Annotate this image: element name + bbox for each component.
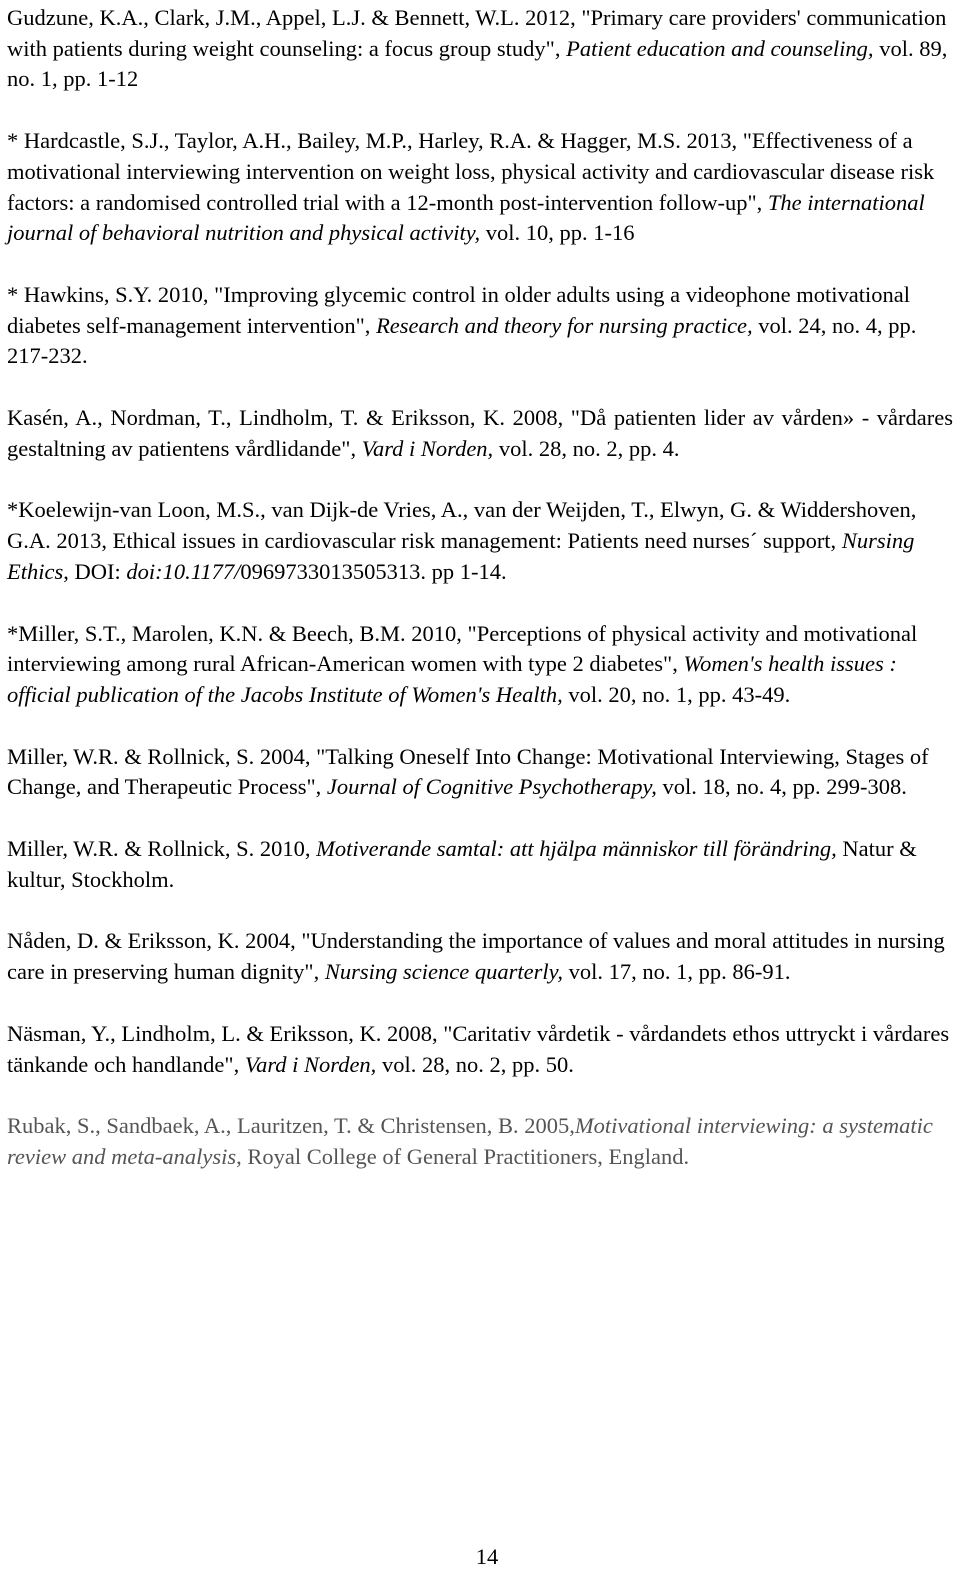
reference-authors-title: * Hardcastle, S.J., Taylor, A.H., Bailey, M.P., Harley, R.A. & Hagger, M.S. 2013, "Effectiveness of a motivational interviewing intervention on weight loss, physical activity and cardiovascular disease risk factors: a randomised controlled trial with a 12-month post-intervention follow-up", bbox=[7, 128, 935, 215]
reference-entry bbox=[7, 742, 953, 803]
reference-authors-title: Miller, W.R. & Rollnick, S. 2004, "Talking Oneself Into Change: Motivational Interviewing, Stages of Change, and Therapeutic Process", bbox=[7, 743, 929, 800]
reference-details: vol. 10, pp. 1-16 bbox=[480, 220, 635, 246]
reference-entry bbox=[7, 1111, 953, 1172]
reference-doi: doi:10.1177/ bbox=[120, 558, 241, 584]
reference-entry bbox=[7, 403, 953, 464]
reference-entry bbox=[7, 926, 953, 987]
reference-authors-title: Rubak, S., Sandbaek, A., Lauritzen, T. & Christensen, B. 2005, bbox=[7, 1113, 575, 1139]
reference-details: vol. 20, no. 1, pp. 43-49. bbox=[562, 681, 791, 707]
reference-journal: Nursing Ethics bbox=[7, 528, 915, 584]
page-number: 14 bbox=[475, 1544, 499, 1569]
reference-entry bbox=[7, 1019, 953, 1080]
reference-entry bbox=[7, 126, 953, 249]
reference-authors-title: Miller, W.R. & Rollnick, S. 2010, bbox=[7, 836, 311, 862]
reference-book-title: Motiverande samtal: att hjälpa människor till förändring, bbox=[310, 836, 837, 862]
reference-list bbox=[7, 3, 953, 1173]
reference-authors-title: * Hawkins, S.Y. 2010, "Improving glycemic control in older adults using a videophone motivational diabetes self-management intervention", bbox=[7, 281, 911, 338]
reference-journal: The international journal of behavioral nutrition and physical activity, bbox=[7, 189, 925, 246]
reference-details: vol. 89, no. 1, pp. 1-12 bbox=[7, 35, 948, 92]
reference-authors-title: *Koelewijn-van Loon, M.S., van Dijk-de Vries, A., van der Weijden, T., Elwyn, G. & Widdershoven, G.A. 2013, Ethical issues in cardiovascular risk management: Patients need nurses´ support, bbox=[7, 497, 917, 554]
reference-authors-title: Kasén, A., Nordman, T., Lindholm, T. & Eriksson, K. 2008, "Då patienten lider av vården» - vårdares gestaltning av patientens vårdlidande", bbox=[7, 405, 953, 461]
reference-journal: Women's health issues : official publication of the Jacobs Institute of Women's Health, bbox=[7, 651, 897, 707]
reference-journal: Journal of Cognitive Psychotherapy, bbox=[321, 774, 657, 800]
reference-authors-title: Gudzune, K.A., Clark, J.M., Appel, L.J. & Bennett, W.L. 2012, "Primary care providers' communication with patients during weight counseling: a focus group study", bbox=[7, 5, 947, 61]
reference-entry bbox=[7, 834, 953, 895]
reference-entry bbox=[7, 495, 953, 587]
reference-details: vol. 28, no. 2, pp. 50. bbox=[376, 1051, 574, 1077]
page-footer bbox=[0, 1543, 960, 1571]
reference-entry bbox=[7, 3, 953, 95]
reference-book-title: Motivational interviewing: a systematic review and meta-analysis bbox=[7, 1113, 933, 1169]
reference-entry bbox=[7, 280, 953, 372]
reference-details: vol. 24, no. 4, pp. 217-232. bbox=[7, 312, 917, 369]
reference-journal: Research and theory for nursing practice, bbox=[370, 312, 753, 338]
reference-authors-title: Nåden, D. & Eriksson, K. 2004, "Understanding the importance of values and moral attitudes in nursing care in preserving human dignity", bbox=[7, 928, 945, 985]
reference-details-continued: 0969733013505313. pp 1-14. bbox=[240, 558, 507, 584]
reference-details: , Royal College of General Practitioners, England. bbox=[236, 1143, 690, 1169]
reference-details: vol. 28, no. 2, pp. 4. bbox=[493, 435, 680, 461]
reference-authors-title: *Miller, S.T., Marolen, K.N. & Beech, B.M. 2010, "Perceptions of physical activity and motivational interviewing among rural African-American women with type 2 diabetes", bbox=[7, 620, 918, 677]
reference-journal: Vard i Norden, bbox=[239, 1051, 377, 1077]
reference-details: Natur & kultur, Stockholm. bbox=[7, 836, 917, 892]
reference-journal: Nursing science quarterly, bbox=[319, 959, 563, 985]
reference-details: vol. 17, no. 1, pp. 86-91. bbox=[562, 959, 791, 985]
reference-journal: Patient education and counseling, bbox=[560, 35, 874, 61]
reference-entry bbox=[7, 619, 953, 711]
reference-details: vol. 18, no. 4, pp. 299-308. bbox=[656, 774, 907, 800]
reference-details: , DOI: bbox=[63, 558, 121, 584]
reference-journal: Vard i Norden, bbox=[356, 435, 494, 461]
reference-authors-title: Näsman, Y., Lindholm, L. & Eriksson, K. 2008, "Caritativ vårdetik - vårdandets ethos uttryckt i vårdares tänkande och handlande", bbox=[7, 1020, 950, 1077]
